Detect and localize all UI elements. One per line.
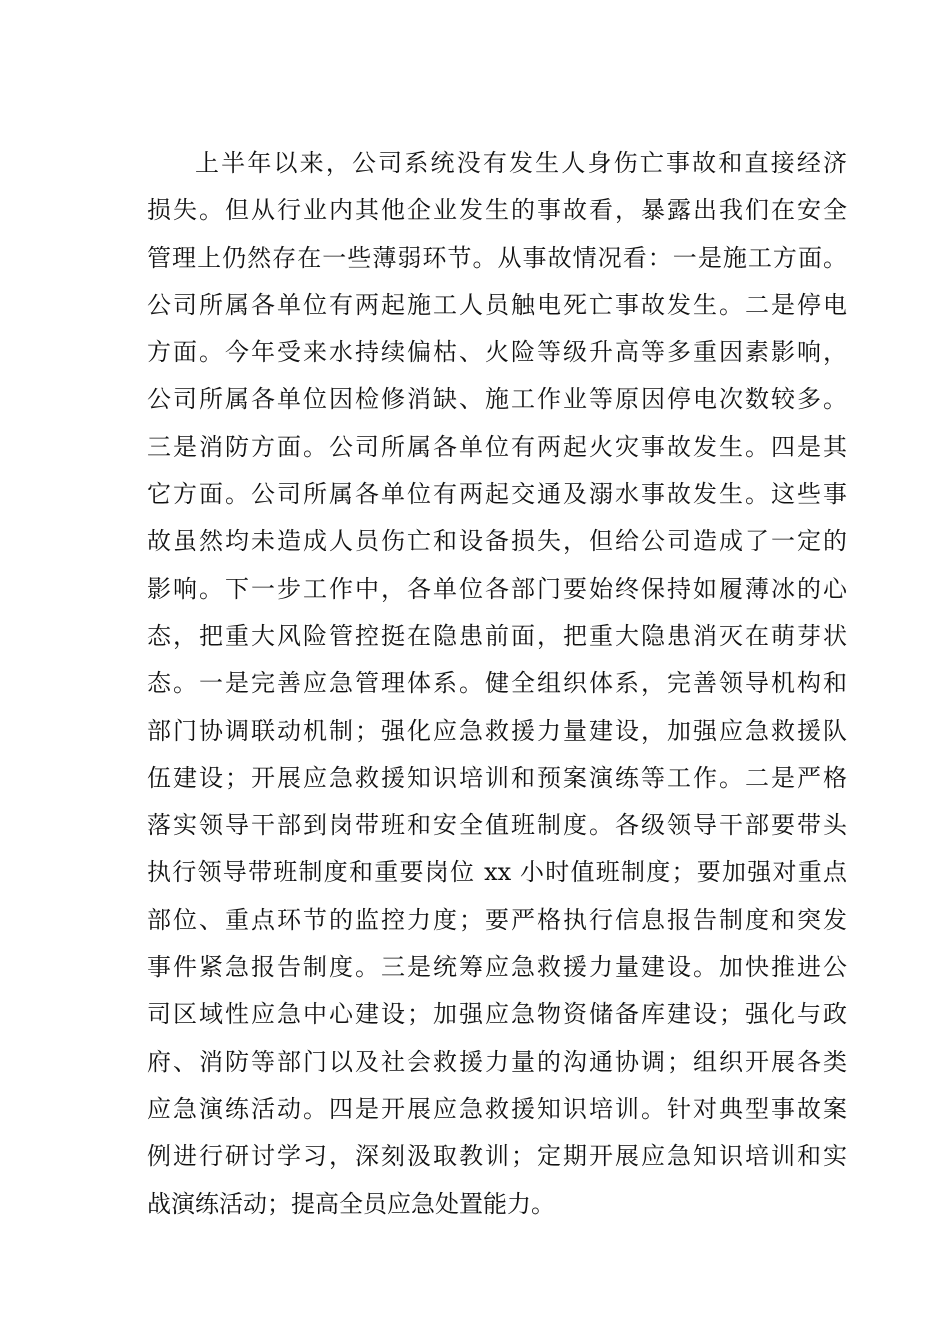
paragraph-line: 战演练活动；提高全员应急处置能力。 xyxy=(147,1189,555,1218)
paragraph-line: 管理上仍然存在一些薄弱环节。从事故情况看：一是施工方面。 xyxy=(147,243,847,272)
paragraph-line: 府、消防等部门以及社会救援力量的沟通协调；组织开展各类 xyxy=(147,1047,847,1076)
paragraph-line: 公司所属各单位因检修消缺、施工作业等原因停电次数较多。 xyxy=(147,385,847,414)
paragraph-line: 上半年以来，公司系统没有发生人身伤亡事故和直接经济 xyxy=(195,149,847,177)
body-paragraph xyxy=(147,140,847,1228)
paragraph-line: 例进行研讨学习，深刻汲取教训；定期开展应急知识培训和实 xyxy=(147,1142,847,1171)
paragraph-line: 执行领导带班制度和重要岗位 xx 小时值班制度；要加强对重点 xyxy=(147,858,847,887)
paragraph-line: 损失。但从行业内其他企业发生的事故看，暴露出我们在安全 xyxy=(147,196,847,225)
paragraph-line: 故虽然均未造成人员伤亡和设备损失，但给公司造成了一定的 xyxy=(147,527,847,556)
paragraph-line: 司区域性应急中心建设；加强应急物资储备库建设；强化与政 xyxy=(147,1000,847,1029)
paragraph-line: 影响。下一步工作中，各单位各部门要始终保持如履薄冰的心 xyxy=(147,574,847,603)
paragraph-line: 落实领导干部到岗带班和安全值班制度。各级领导干部要带头 xyxy=(147,811,847,840)
paragraph-line: 伍建设；开展应急救援知识培训和预案演练等工作。二是严格 xyxy=(147,763,847,792)
paragraph-line: 部位、重点环节的监控力度；要严格执行信息报告制度和突发 xyxy=(147,905,847,934)
paragraph-line: 方面。今年受来水持续偏枯、火险等级升高等多重因素影响， xyxy=(147,338,847,367)
paragraph-line: 它方面。公司所属各单位有两起交通及溺水事故发生。这些事 xyxy=(147,480,847,509)
paragraph-line: 事件紧急报告制度。三是统筹应急救援力量建设。加快推进公 xyxy=(147,953,847,982)
paragraph-line: 态，把重大风险管控挺在隐患前面，把重大隐患消灭在萌芽状 xyxy=(147,621,847,650)
paragraph-line: 应急演练活动。四是开展应急救援知识培训。针对典型事故案 xyxy=(147,1094,847,1123)
paragraph-line: 态。一是完善应急管理体系。健全组织体系，完善领导机构和 xyxy=(147,669,847,698)
paragraph-line: 三是消防方面。公司所属各单位有两起火灾事故发生。四是其 xyxy=(147,432,847,461)
paragraph-line: 部门协调联动机制；强化应急救援力量建设，加强应急救援队 xyxy=(147,716,847,745)
paragraph-line: 公司所属各单位有两起施工人员触电死亡事故发生。二是停电 xyxy=(147,290,847,319)
